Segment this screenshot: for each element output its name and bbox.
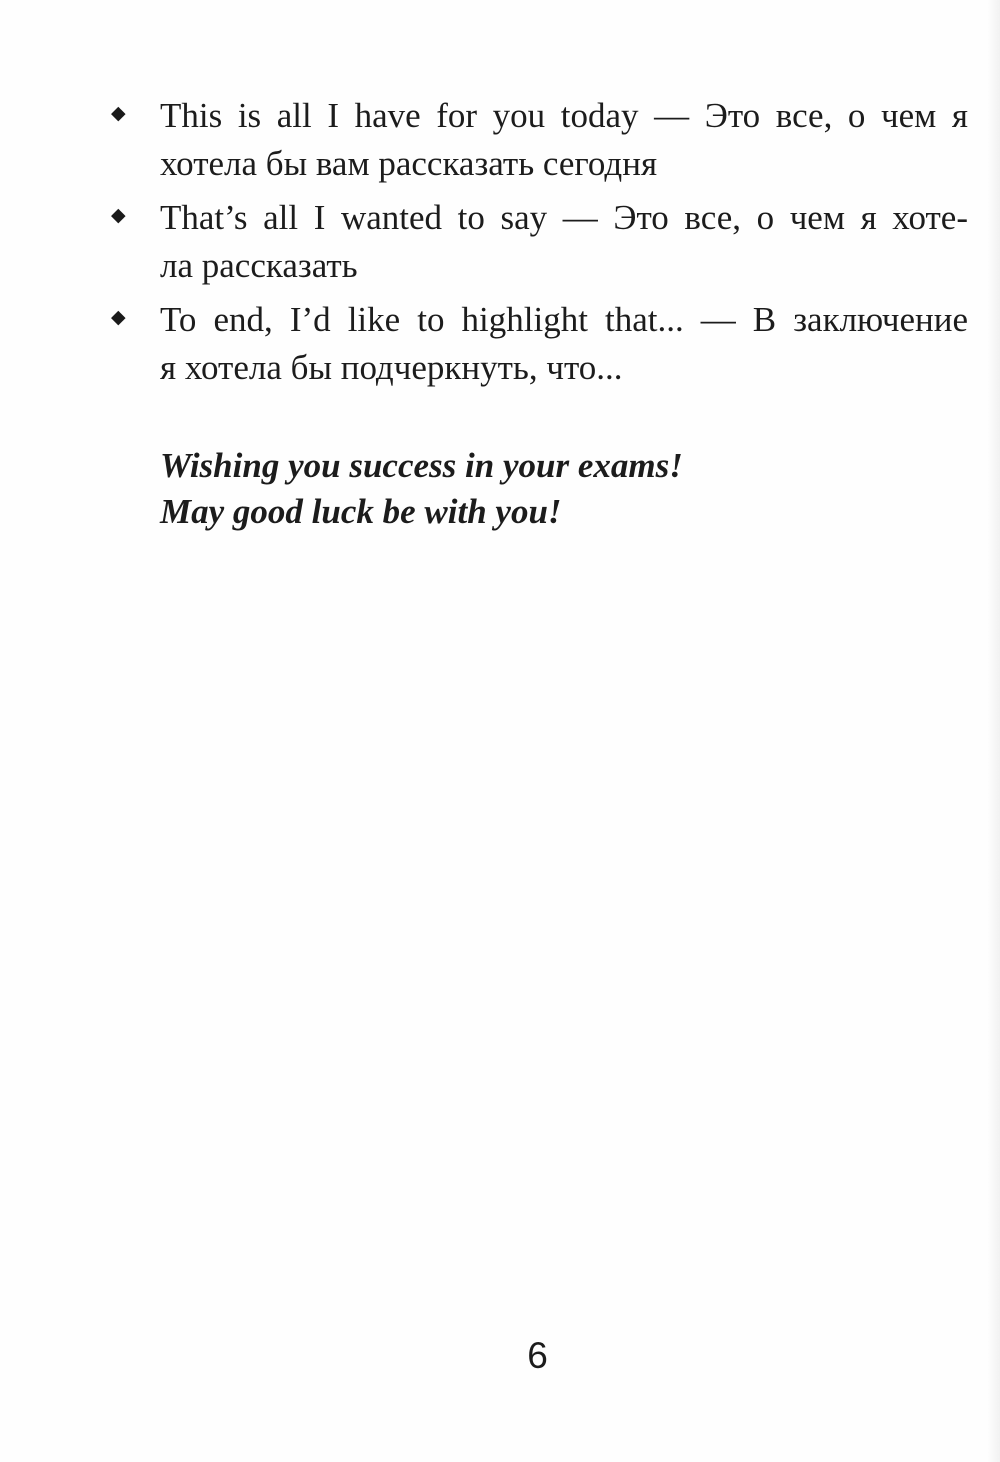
page-edge-shadow <box>986 0 1000 1462</box>
diamond-bullet-icon: ◆ <box>111 103 126 124</box>
phrase-line: This is all I have for you today — Это все, о чем я <box>160 96 968 135</box>
phrase-list <box>108 92 968 398</box>
phrase-line: That’s all I wanted to say — Это все, о чем я хоте- <box>160 198 968 237</box>
closing-line-2: May good luck be with you! <box>160 492 562 531</box>
list-item <box>108 92 968 188</box>
phrase-line: To end, I’d like to highlight that... — В заключение <box>160 300 968 339</box>
phrase-line: ла рассказать <box>160 246 358 285</box>
page-number: 6 <box>527 1335 548 1376</box>
list-item <box>108 296 968 392</box>
closing-wishes <box>160 443 683 535</box>
list-item <box>108 194 968 290</box>
diamond-bullet-icon: ◆ <box>111 205 126 226</box>
phrase-line: я хотела бы подчеркнуть, что... <box>160 348 623 387</box>
closing-line-1: Wishing you success in your exams! <box>160 446 683 485</box>
diamond-bullet-icon: ◆ <box>111 307 126 328</box>
phrase-line: хотела бы вам рассказать сегодня <box>160 144 658 183</box>
